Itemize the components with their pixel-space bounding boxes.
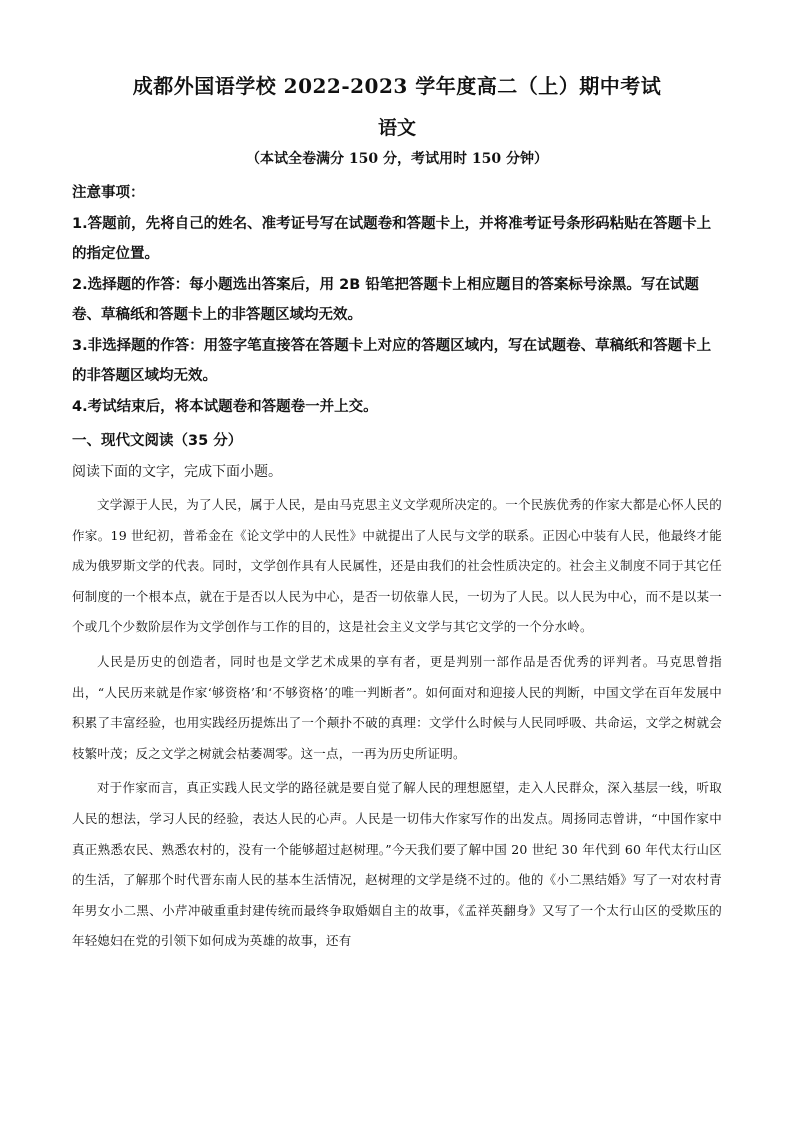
- exam-duration-note: （本试全卷满分 150 分，考试用时 150 分钟）: [246, 151, 548, 167]
- section-instruction: 阅读下面的文字，完成下面小题。: [72, 464, 282, 480]
- passage-paragraph: 人民是历史的创造者，同时也是文学艺术成果的享有者，更是判别一部作品是否优秀的评判者。马克思曾指出，“人民历来就是作家‘够资格’和‘不够资格’的唯一判断者”。如何面对和迎接人民的判断，中国文学在百年发展中积累了丰富经验，也用实践经历提炼出了一个颠扑不破的真理：文学什么时候与人民同呼吸、共命运，文学之树就会枝繁叶茂；反之文学之树就会枯萎凋零。这一点，一再为历史所证明。: [72, 653, 722, 761]
- exam-title: 成都外国语学校 2022-2023 学年度高二（上）期中考试: [132, 74, 662, 98]
- passage-paragraph: 对于作家而言，真正实践人民文学的路径就是要自觉了解人民的理想愿望，走入人民群众，深入基层一线，听取人民的想法，学习人民的经验，表达人民的心声。人民是一切伟大作家写作的出发点。周扬同志曾讲，“中国作家中真正熟悉农民、熟悉农村的，没有一个能够超过赵树理。”今天我们要了解中国 20 世纪 30 年代到 60 年代太行山区的生活，了解那个时代晋东南人民的基本生活情况，赵树理的文学是绕不过的。他的《小二黑结婚》写了一对农村青年男女小二黑、小芹冲破重重封建传统而最终争取婚姻自主的故事，《孟祥英翻身》又写了一个太行山区的受欺压的年轻媳妇在党的引领下如何成为英雄的故事，还有: [72, 780, 722, 949]
- notice-item: 1.答题前，先将自己的姓名、准考证号写在试题卷和答题卡上，并将准考证号条形码粘贴在答题卡上的指定位置。: [72, 215, 712, 262]
- notice-heading: 注意事项：: [72, 185, 145, 201]
- passage-paragraph: 文学源于人民，为了人民，属于人民，是由马克思主义文学观所决定的。一个民族优秀的作家大都是心怀人民的作家。19 世纪初，普希金在《论文学中的人民性》中就提出了人民与文学的联系。正因心中装有人民，他最终才能成为俄罗斯文学的代表。同时，文学创作具有人民属性，还是由我们的社会性质决定的。社会主义制度不同于其它任何制度的一个根本点，就在于是否以人民为中心，是否一切依靠人民，一切为了人民。以人民为中心，而不是以某一个或几个少数阶层作为文学创作与工作的目的，这是社会主义文学与其它文学的一个分水岭。: [72, 497, 722, 635]
- reading-passage: [72, 490, 722, 961]
- notice-item: 3.非选择题的作答：用签字笔直接答在答题卡上对应的答题区域内，写在试题卷、草稿纸和答题卡上的非答题区域均无效。: [72, 337, 712, 384]
- notice-item: 4.考试结束后，将本试题卷和答题卷一并上交。: [72, 398, 378, 415]
- notice-block: [72, 178, 724, 422]
- section-title: 一、现代文阅读（35 分）: [72, 433, 243, 449]
- notice-item: 2.选择题的作答：每小题选出答案后，用 2B 铅笔把答题卡上相应题目的答案标号涂黑。写在试题卷、草稿纸和答题卡上的非答题区域均无效。: [72, 276, 699, 323]
- subject-title: 语文: [377, 117, 416, 139]
